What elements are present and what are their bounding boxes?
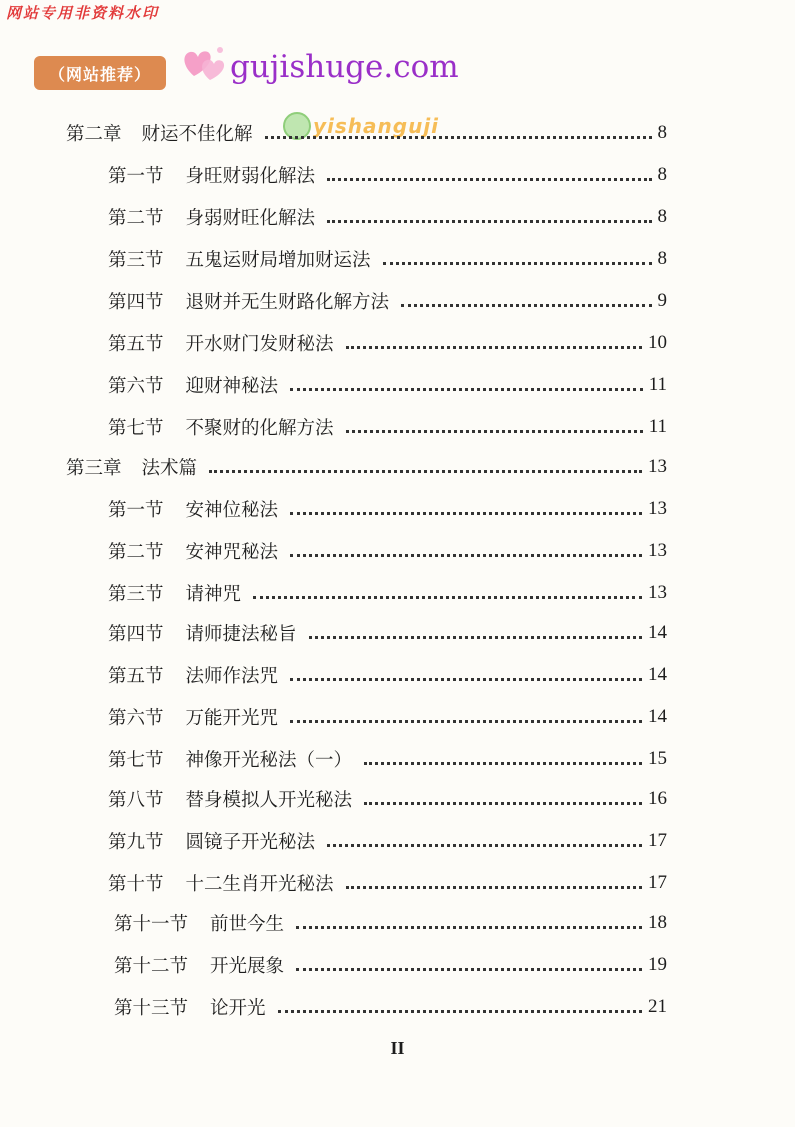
toc-number: 第十一节 [114,914,189,935]
site-recommend-badge: （网站推荐） [34,56,166,90]
toc-page: 14 [648,622,667,643]
toc-number: 第三节 [108,250,164,271]
toc-title: 身旺财弱化解法 [185,166,316,187]
toc-section-row[interactable] [108,328,667,358]
toc-section-row[interactable] [108,868,667,898]
toc-title: 开水财门发财秘法 [185,334,334,355]
toc-number: 第二节 [108,208,164,229]
toc-leader-dots [278,1010,642,1013]
toc-leader-dots [296,968,642,971]
toc-leader-dots [346,346,642,349]
toc-page: 10 [648,332,667,353]
toc-number: 第六节 [108,708,164,729]
toc-section-row[interactable] [108,744,667,774]
toc-title: 神像开光秘法（一） [185,750,353,771]
toc-title: 法术篇 [141,458,198,479]
toc-number: 第十三节 [114,998,189,1019]
toc-page: 11 [648,416,667,437]
toc-section-row[interactable] [108,244,667,274]
toc-page: 8 [657,206,667,227]
toc-leader-dots [296,926,642,929]
toc-page: 17 [648,872,667,893]
toc-number: 第一节 [108,500,164,521]
toc-number: 第二节 [108,542,164,563]
toc-page: 16 [648,788,667,809]
toc-title: 财运不佳化解 [141,124,253,145]
toc-number: 第五节 [108,666,164,687]
toc-leader-dots [290,388,643,391]
toc-number: 第五节 [108,334,164,355]
toc-title: 身弱财旺化解法 [185,208,316,229]
toc-page: 19 [648,954,667,975]
toc-section-row[interactable] [108,702,667,732]
toc-section-row[interactable] [108,202,667,232]
toc-section-row[interactable] [108,412,667,442]
toc-chapter-row[interactable] [66,452,667,482]
toc-number: 第九节 [108,832,164,853]
toc-title: 论开光 [210,998,266,1019]
toc-number: 第八节 [108,790,164,811]
toc-number: 第三章 [66,458,122,479]
toc-title: 安神咒秘法 [185,542,279,563]
toc-section-row[interactable] [108,618,667,648]
toc-section-row[interactable] [108,370,667,400]
toc-page: 13 [648,540,667,561]
toc-page: 9 [657,290,667,311]
toc-leader-dots [265,136,652,139]
toc-title: 前世今生 [210,914,285,935]
toc-section-row[interactable] [108,286,667,316]
toc-number: 第一节 [108,166,164,187]
toc-leader-dots [290,512,642,515]
toc-page: 13 [648,498,667,519]
toc-section-row[interactable] [114,950,667,980]
toc-leader-dots [253,596,642,599]
toc-chapter-row[interactable] [66,118,667,148]
toc-page: 8 [657,122,667,143]
toc-number: 第七节 [108,418,164,439]
toc-title: 请师捷法秘旨 [185,624,297,645]
toc-leader-dots [327,844,642,847]
toc-title: 圆镜子开光秘法 [185,832,316,853]
toc-page: 11 [648,374,667,395]
toc-title: 迎财神秘法 [185,376,279,397]
toc-title: 安神位秘法 [185,500,279,521]
toc-number: 第四节 [108,292,164,313]
toc-leader-dots [364,762,642,765]
toc-leader-dots [383,262,652,265]
toc-leader-dots [364,802,642,805]
overlay-watermark-text: yishanguji [313,114,440,138]
toc-section-row[interactable] [114,992,667,1022]
hearts-icon [180,40,230,84]
toc-section-row[interactable] [114,908,667,938]
toc-page: 14 [648,664,667,685]
toc-title: 退财并无生财路化解方法 [185,292,390,313]
toc-number: 第十节 [108,874,164,895]
toc-page: 8 [657,164,667,185]
toc-title: 法师作法咒 [185,666,279,687]
toc-page: 8 [657,248,667,269]
toc-number: 第四节 [108,624,164,645]
toc-number: 第十二节 [114,956,189,977]
toc-leader-dots [327,178,651,181]
toc-page: 18 [648,912,667,933]
toc-page: 21 [648,996,667,1017]
toc-leader-dots [346,886,642,889]
toc-leader-dots [209,470,642,473]
toc-section-row[interactable] [108,784,667,814]
toc-leader-dots [327,220,651,223]
toc-number: 第二章 [66,124,122,145]
toc-number: 第三节 [108,584,164,605]
toc-leader-dots [401,304,651,307]
toc-page: 14 [648,706,667,727]
toc-section-row[interactable] [108,578,667,608]
toc-section-row[interactable] [108,660,667,690]
toc-title: 五鬼运财局增加财运法 [185,250,371,271]
toc-page: 15 [648,748,667,769]
toc-title: 请神咒 [185,584,242,605]
toc-number: 第六节 [108,376,164,397]
toc-leader-dots [309,636,642,639]
toc-title: 开光展象 [210,956,285,977]
toc-section-row[interactable] [108,826,667,856]
watermark-top-text: 网站专用非资料水印 [6,4,160,22]
toc-title: 替身模拟人开光秘法 [185,790,353,811]
toc-section-row[interactable] [108,536,667,566]
toc-leader-dots [290,720,642,723]
toc-section-row[interactable] [108,494,667,524]
toc-leader-dots [346,430,643,433]
toc-title: 十二生肖开光秘法 [185,874,334,895]
toc-page: 13 [648,582,667,603]
page-number: II [390,1038,405,1058]
toc-page: 17 [648,830,667,851]
toc-leader-dots [290,678,642,681]
site-url-watermark[interactable]: gujishuge.com [230,49,459,85]
toc-leader-dots [290,554,642,557]
toc-page: 13 [648,456,667,477]
toc-title: 不聚财的化解方法 [185,418,334,439]
toc-section-row[interactable] [108,160,667,190]
toc-title: 万能开光咒 [185,708,279,729]
toc-number: 第七节 [108,750,164,771]
